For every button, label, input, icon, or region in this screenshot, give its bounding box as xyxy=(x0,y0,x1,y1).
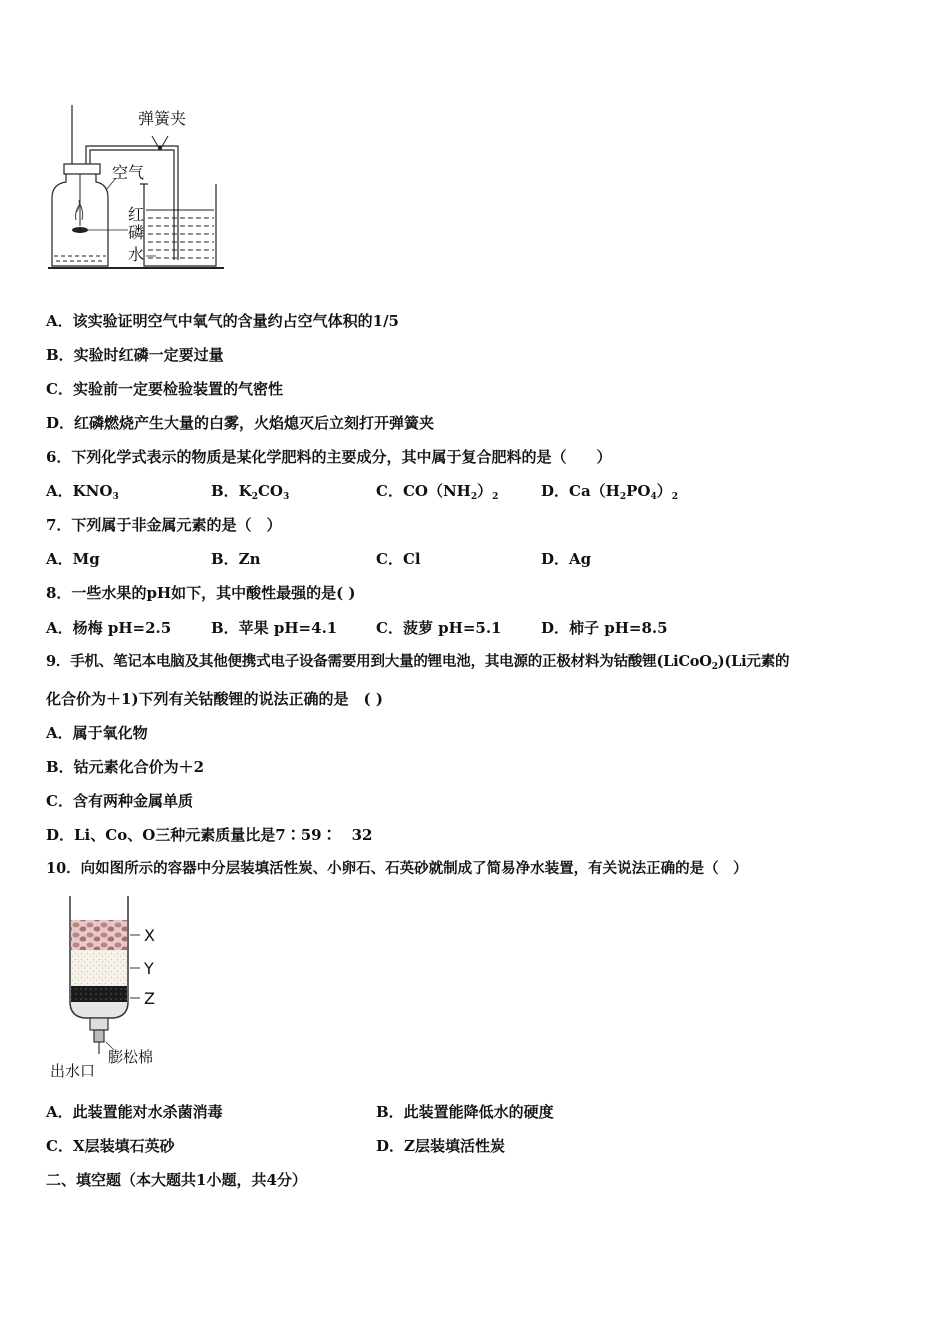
q6-option-b: B．$K_2CO_3$ xyxy=(211,482,290,502)
q7-option-a: A．Mg xyxy=(46,550,100,568)
q8-option-c: C．菠萝 pH=5.1 xyxy=(376,619,502,637)
q7-option-b: B．Zn xyxy=(211,550,261,568)
q5-option-c: C．实验前一定要检验装置的气密性 xyxy=(46,380,283,398)
label-outlet: 出水口 xyxy=(50,1062,96,1080)
water-filter-figure xyxy=(44,892,184,1082)
q6-option-a: A．$KNO_3$ xyxy=(46,482,119,502)
q10-stem: 10．向如图所示的容器中分层装填活性炭、小卵石、石英砂就制成了简易净水装置，有关说法正确的是（ ） xyxy=(46,860,748,877)
q5-option-a: A．该实验证明空气中氧气的含量约占空气体积的1/5 xyxy=(46,312,399,330)
q9-option-d: D．Li、Co、O三种元素质量比是7∶59∶ 32 xyxy=(46,826,373,844)
label-red: 红 xyxy=(128,205,145,224)
label-y: Y xyxy=(144,959,154,978)
q9-option-a: A．属于氧化物 xyxy=(46,724,148,742)
q9-stem-line2: 化合价为＋1)下列有关钴酸锂的说法正确的是 ( ) xyxy=(46,690,383,708)
q8-option-a: A．杨梅 pH=2.5 xyxy=(46,619,172,637)
q8-stem: 8．一些水果的pH如下，其中酸性最强的是( ) xyxy=(46,584,356,602)
q9-option-c: C．含有两种金属单质 xyxy=(46,792,193,810)
q5-option-d: D．红磷燃烧产生大量的白雾，火焰熄灭后立刻打开弹簧夹 xyxy=(46,414,435,432)
q9-option-b: B．钴元素化合价为＋2 xyxy=(46,758,205,776)
q5-option-b: B．实验时红磷一定要过量 xyxy=(46,346,224,364)
q10-option-d: D．Z层装填活性炭 xyxy=(376,1137,505,1155)
q10-option-a: A．此装置能对水杀菌消毒 xyxy=(46,1103,223,1121)
q6-option-c: C．$CO(NH_2)_2$ xyxy=(376,482,499,502)
q8-option-d: D．柿子 pH=8.5 xyxy=(541,619,668,637)
label-clamp: 弹簧夹 xyxy=(138,109,187,128)
q7-stem: 7．下列属于非金属元素的是（ ） xyxy=(46,516,282,534)
q6-option-d: D．$Ca(H_2PO_4)_2$ xyxy=(541,482,679,502)
label-x: X xyxy=(144,926,155,945)
q10-option-c: C．X层装填石英砂 xyxy=(46,1137,175,1155)
q7-option-c: C．Cl xyxy=(376,550,421,568)
label-water: 水 xyxy=(128,245,145,264)
section2-heading: 二、填空题（本大题共1小题，共4分） xyxy=(46,1171,307,1189)
phosphorus-apparatus-figure xyxy=(44,100,234,275)
q9-stem-line1: 9．手机、笔记本电脑及其他便携式电子设备需要用到大量的锂电池，其电源的正极材料为钴酸锂(LiCoO$_2$)(Li元素的 xyxy=(46,653,790,672)
label-air: 空气 xyxy=(112,163,145,182)
q10-option-b: B．此装置能降低水的硬度 xyxy=(376,1103,554,1121)
q8-option-b: B．苹果 pH=4.1 xyxy=(211,619,338,637)
q7-option-d: D．Ag xyxy=(541,550,592,568)
label-phosphorus: 磷 xyxy=(128,223,145,242)
label-cotton: 膨松棉 xyxy=(108,1048,154,1066)
q6-stem: 6．下列化学式表示的物质是某化学肥料的主要成分，其中属于复合肥料的是（ ） xyxy=(46,448,612,466)
label-z: Z xyxy=(144,989,155,1008)
